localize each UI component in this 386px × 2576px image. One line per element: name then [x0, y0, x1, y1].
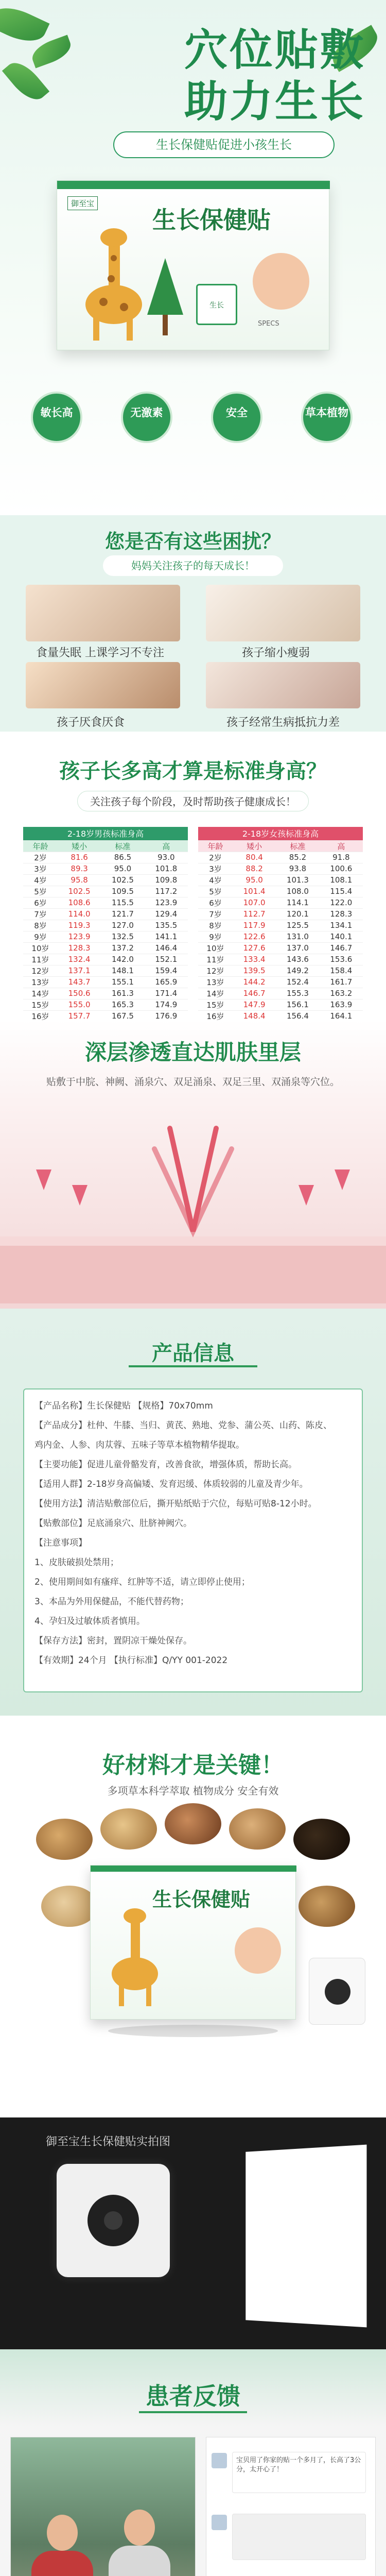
- height-row: 15岁 147.9 156.1 163.9: [198, 999, 363, 1010]
- height-row: 5岁 101.4 108.0 115.4: [198, 886, 363, 897]
- ingredients-box-title: 生长保健贴: [152, 1888, 251, 1911]
- info-box: [23, 1388, 363, 1692]
- product-box: [57, 180, 329, 350]
- box-brand-label: 御至宝: [67, 196, 98, 210]
- height-row: 11岁 132.4 142.0 152.1: [23, 954, 188, 965]
- height-row: 4岁 95.8 102.5 109.8: [23, 874, 188, 886]
- height-subtitle: 关注孩子每个阶段，及时帮助孩子健康成长！: [77, 791, 309, 811]
- badge-herbal: 草本植物: [301, 392, 353, 443]
- ingredients-tagline: 多项草本科学萃取 植物成分 安全有效: [107, 1785, 279, 1797]
- height-row: 12岁 137.1 148.1 159.4: [23, 965, 188, 976]
- symptoms-section: [0, 515, 386, 732]
- photo-sleepy-student: [26, 585, 180, 641]
- info-line: 【使用方法】清洁贴敷部位后，撕开贴纸贴于穴位，每贴可贴8-12小时。: [34, 1499, 317, 1509]
- height-row: 8岁 119.3 127.0 135.5: [23, 920, 188, 931]
- info-line: 鸡内金、人参、肉苁蓉、五味子等草本植物精华提取。: [34, 1440, 244, 1450]
- box-window: 生长: [196, 284, 237, 325]
- height-row: 12岁 139.5 149.2 158.4: [198, 965, 363, 976]
- symptoms-title: 您是否有这些困扰？: [104, 530, 281, 553]
- height-row: 6岁 107.0 114.1 122.0: [198, 897, 363, 908]
- height-row: 3岁 88.2 93.8 100.6: [198, 863, 363, 874]
- caption-1: 食量失眠 上课学习不专注: [36, 647, 164, 659]
- hero-title-line1: 穴位贴敷: [184, 25, 365, 75]
- herb-image: [229, 1808, 286, 1850]
- height-row: 10岁 127.6 137.0 146.7: [198, 942, 363, 954]
- hero-subtitle: 生长保健贴促进小孩生长: [113, 131, 335, 158]
- box-spec-code: SPECS: [258, 320, 279, 328]
- height-row: 16岁 157.7 167.5 176.9: [23, 1010, 188, 1020]
- info-line: 【有效期】24个月 【执行标准】Q/YY 001-2022: [34, 1655, 228, 1666]
- baby-photo: [253, 253, 309, 310]
- herb-image: [36, 1819, 93, 1860]
- reviews-section: [0, 2349, 386, 2576]
- info-title-underline: [129, 1365, 257, 1367]
- giraffe-icon: [106, 1907, 163, 2010]
- info-line: 【适用人群】2-18岁身高偏矮、发育迟缓、体质较弱的儿童及青少年。: [34, 1479, 308, 1489]
- height-row: 9岁 122.6 131.0 140.1: [198, 931, 363, 942]
- patch-sheet-photo: [245, 2145, 366, 2328]
- info-line: 3、本品为外用保健品，不能代替药物；: [34, 1597, 189, 1607]
- height-row: 7岁 112.7 120.1 128.3: [198, 908, 363, 920]
- herb-image: [165, 1803, 221, 1844]
- info-line: 【产品成分】杜仲、牛膝、当归、黄芪、熟地、党参、蒲公英、山药、陈皮、: [34, 1420, 332, 1431]
- info-line: 【保存方法】密封，置阴凉干燥处保存。: [34, 1636, 192, 1646]
- herb-image: [293, 1819, 350, 1860]
- badge-safe: 安全: [211, 392, 262, 443]
- penetration-text: 贴敷于中脘、神阙、涌泉穴、双足涌泉、双足三里、双涌泉等穴位。: [46, 1076, 340, 1088]
- penetration-section: [0, 1020, 386, 1309]
- demo-title: 御至宝生长保健贴实拍图: [45, 2136, 170, 2148]
- info-line: 2、使用期间如有瘙痒、红肿等不适，请立即停止使用；: [34, 1577, 250, 1587]
- photo-sick-child: [206, 662, 360, 708]
- height-row: 13岁 144.2 152.4 161.7: [198, 976, 363, 988]
- height-row: 11岁 133.4 143.6 153.6: [198, 954, 363, 965]
- height-table-section: [0, 732, 386, 1020]
- height-row: 8岁 117.9 125.5 134.1: [198, 920, 363, 931]
- height-row: 14岁 146.7 155.3 163.2: [198, 988, 363, 999]
- photo-small-children: [206, 585, 360, 641]
- reviews-title: 患者反馈: [146, 2382, 240, 2410]
- review-message: 宝贝用了你家的贴一个多月了，长高了3公分，太开心了！: [236, 2456, 361, 2473]
- height-row: 2岁 81.6 86.5 93.0: [23, 852, 188, 863]
- ingredients-product-box: [90, 1865, 296, 2020]
- skin-penetration-illustration: [0, 1108, 386, 1303]
- info-line: 【贴敷部位】足底涌泉穴、肚脐神阙穴。: [34, 1518, 192, 1529]
- giraffe-icon: [78, 227, 150, 341]
- caption-4: 孩子经常生病抵抗力差: [226, 716, 340, 729]
- product-info-section: [0, 1309, 386, 1716]
- girls-height-table: 2-18岁女孩标准身高 年龄 矮小 标准 高 2岁 80.4 85.2 91.8 3岁 88.2 93.8 100.6 4岁 95.0 101.3 108.1 5岁 101.4 108.0 115.4 6岁 107.0 114.1 122.0 7岁 112.7 120.1 128.3 8岁 117.9 125.5 134.1 9岁 122.6 131.0 140.1 10岁 127.6 137.0 146.7 11岁 133.4 143.6 153.6 12岁 139.5 149.2 158.4 13岁 144.2 152.4 161.7 14岁 146.7 155.3 163.2 15岁 147.9 156.1 163.9 16岁 148.4 156.4 164.1: [198, 827, 363, 1020]
- info-line: 4、孕妇及过敏体质者慎用。: [34, 1616, 145, 1626]
- herb-image: [100, 1808, 157, 1850]
- height-row: 13岁 143.7 155.1 165.9: [23, 976, 188, 988]
- height-row: 10岁 128.3 137.2 146.4: [23, 942, 188, 954]
- height-title: 孩子长多高才算是标准身高？: [59, 759, 327, 783]
- ingredients-section: [0, 1716, 386, 2117]
- hero-section: [0, 0, 386, 515]
- ingredients-title: 好材料才是关键！: [102, 1752, 284, 1778]
- boys-table-title: 2-18岁男孩标准身高: [23, 827, 188, 840]
- baby-photo: [235, 1927, 281, 1974]
- reviews-title-underline: [139, 2411, 247, 2413]
- patch-sample: [309, 1958, 365, 2025]
- height-row: 5岁 102.5 109.5 117.2: [23, 886, 188, 897]
- girls-table-title: 2-18岁女孩标准身高: [198, 827, 363, 840]
- height-row: 3岁 89.3 95.0 101.8: [23, 863, 188, 874]
- height-row: 6岁 108.6 115.5 123.9: [23, 897, 188, 908]
- tree-icon: [147, 258, 183, 335]
- info-line: 1、皮肤破损处禁用；: [34, 1557, 119, 1568]
- info-line: 【注意事项】: [34, 1538, 87, 1548]
- info-title: 产品信息: [152, 1342, 234, 1365]
- badge-grow-tall: 敏长高: [31, 392, 82, 443]
- height-row: 7岁 114.0 121.7 129.4: [23, 908, 188, 920]
- height-row: 16岁 148.4 156.4 164.1: [198, 1010, 363, 1020]
- leaf-decoration: [0, 0, 49, 49]
- box-title: 生长保健贴: [152, 206, 271, 234]
- patch-photo-round: [57, 2164, 170, 2277]
- height-row: 14岁 150.6 161.3 171.4: [23, 988, 188, 999]
- review-photo-kids: [10, 2437, 196, 2576]
- info-line: 【产品名称】生长保健贴 【规格】70x70mm: [34, 1401, 213, 1411]
- photo-picky-eater: [26, 662, 180, 708]
- height-row: 9岁 123.9 132.5 141.1: [23, 931, 188, 942]
- badge-no-hormone: 无激素: [121, 392, 172, 443]
- demo-photo-section: [0, 2117, 386, 2349]
- height-row: 4岁 95.0 101.3 108.1: [198, 874, 363, 886]
- height-row: 15岁 155.0 165.3 174.9: [23, 999, 188, 1010]
- herb-image: [299, 1886, 355, 1927]
- herb-image: [41, 1886, 98, 1927]
- symptoms-subtitle: 妈妈关注孩子的每天成长！: [103, 555, 283, 576]
- caption-3: 孩子厌食厌食: [57, 716, 125, 729]
- penetration-title: 深层渗透直达肌肤里层: [84, 1040, 301, 1065]
- review-chat-screenshot: [206, 2437, 376, 2576]
- hero-title-line2: 助力生长: [184, 76, 365, 127]
- info-line: 【主要功能】促进儿童骨骼发育，改善食欲，增强体质，帮助长高。: [34, 1460, 297, 1470]
- height-row: 2岁 80.4 85.2 91.8: [198, 852, 363, 863]
- boys-height-table: 2-18岁男孩标准身高 年龄 矮小 标准 高 2岁 81.6 86.5 93.0 3岁 89.3 95.0 101.8 4岁 95.8 102.5 109.8 5岁 102.5 109.5 117.2 6岁 108.6 115.5 123.9 7岁 114.0 121.7 129.4 8岁 119.3 127.0 135.5 9岁 123.9 132.5 141.1 10岁 128.3 137.2 146.4 11岁 132.4 142.0 152.1 12岁 137.1 148.1 159.4 13岁 143.7 155.1 165.9 14岁 150.6 161.3 171.4 15岁 155.0 165.3 174.9 16岁 157.7 167.5 176.9: [23, 827, 188, 1020]
- caption-2: 孩子缩小瘦弱: [242, 647, 310, 659]
